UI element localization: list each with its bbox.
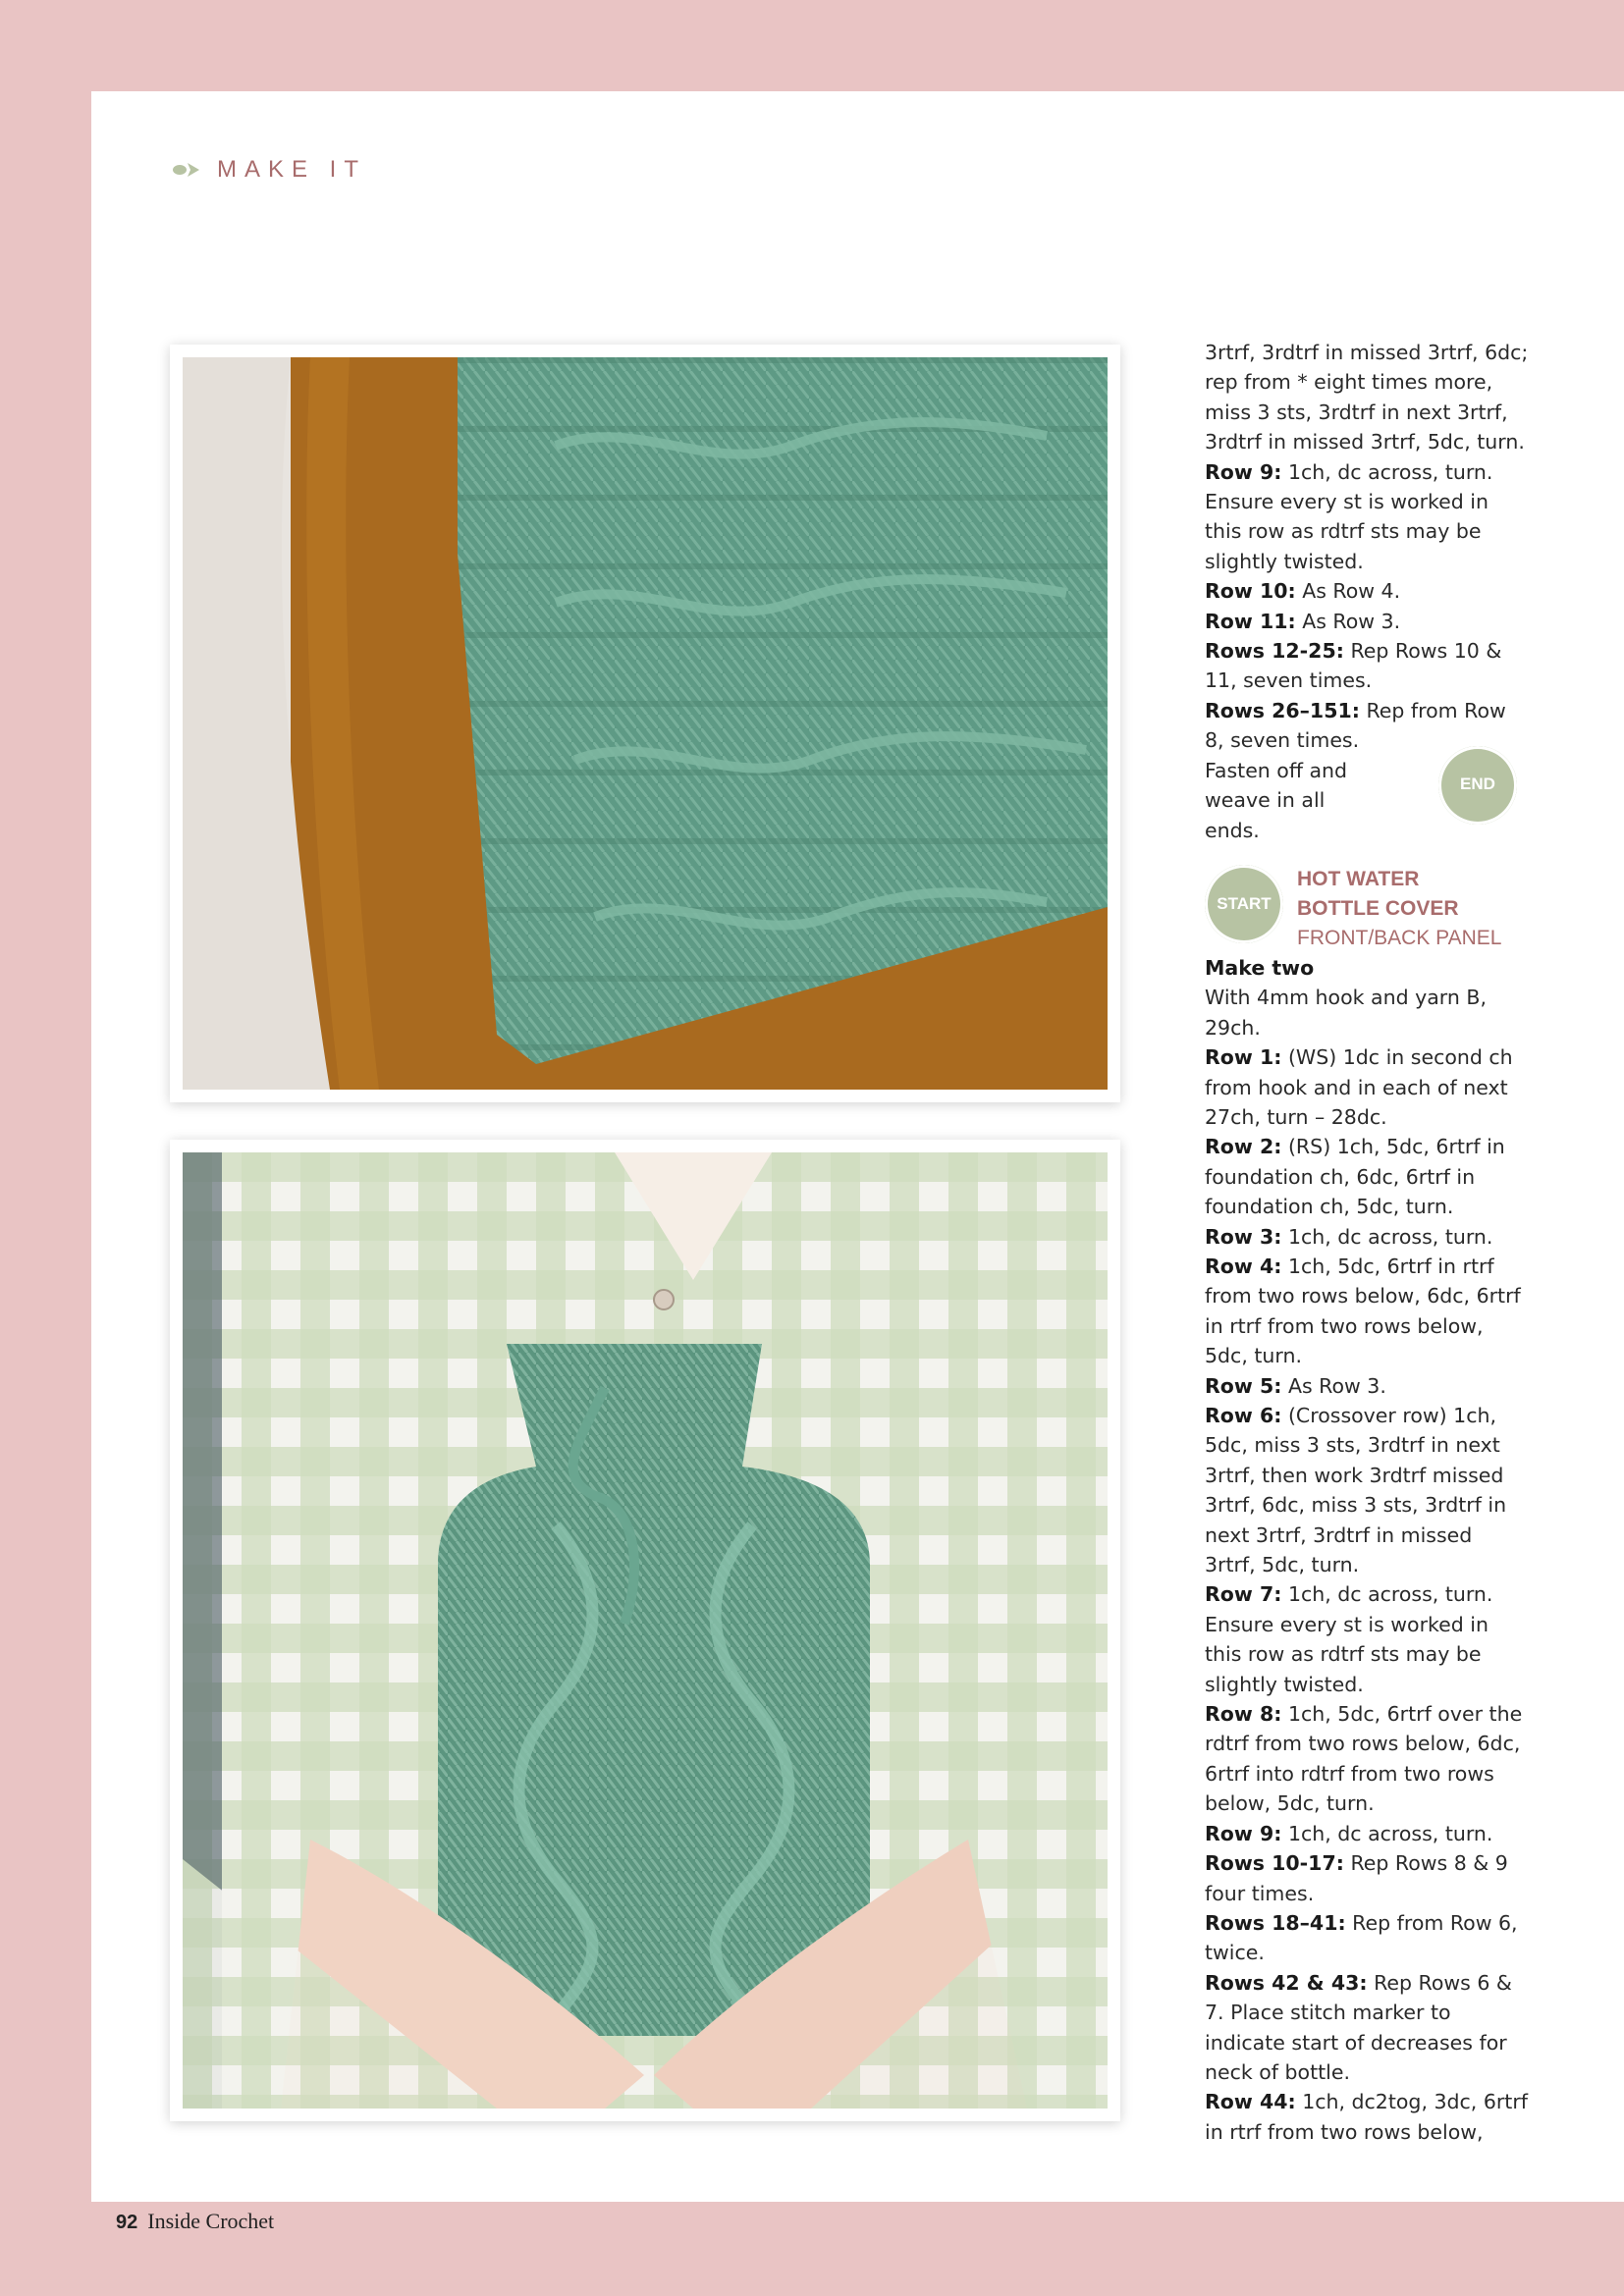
section-titles <box>1297 865 1501 953</box>
make-two: Make two <box>1205 955 1315 980</box>
pattern-line-4: Rows 12-25: Rep Rows 10 & 11, seven times. <box>1205 639 1502 693</box>
rows-42-43: Rows 42 & 43: Rep Rows 6 & 7. Place stitch marker to indicate start of decreases for neck of bottle. <box>1205 1970 1512 2084</box>
blanket-image <box>183 357 1108 1090</box>
end-badge: END <box>1438 746 1517 825</box>
bottle-image <box>183 1152 1108 2109</box>
row-1: Row 1: (WS) 1dc in second ch from hook and in each of next 27ch, turn – 28dc. <box>1205 1045 1513 1129</box>
row-2: Row 2: (RS) 1ch, 5dc, 6rtrf in foundation ch, 6dc, 6rtrf in foundation ch, 5dc, turn. <box>1205 1135 1505 1219</box>
magazine-name: Inside Crochet <box>147 2209 275 2233</box>
rows-18-41: Rows 18–41: Rep from Row 6, twice. <box>1205 1910 1518 1965</box>
row-9: Row 9: 1ch, dc across, turn. <box>1205 1821 1493 1845</box>
bottle-photo <box>183 1152 1108 2109</box>
section-tag <box>172 156 366 184</box>
page-number: 92 <box>116 2212 138 2233</box>
intro-text: With 4mm hook and yarn B, 29ch. <box>1205 986 1487 1040</box>
fasten-off-text: Fasten off and weave in all ends. <box>1205 758 1348 842</box>
row-8: Row 8: 1ch, 5dc, 6rtrf over the rdtrf from two rows below, 6dc, 6rtrf into rdtrf from two rows below, 5dc, turn. <box>1205 1702 1523 1816</box>
bottle-photo-frame <box>170 1140 1120 2121</box>
pattern-line-3: Row 11: As Row 3. <box>1205 609 1401 633</box>
row-4: Row 4: 1ch, 5dc, 6rtrf in rtrf from two rows below, 6dc, 6rtrf in rtrf from two rows below, 5dc, turn. <box>1205 1254 1521 1368</box>
row-6: Row 6: (Crossover row) 1ch, 5dc, miss 3 sts, 3rdtrf in next 3rtrf, then work 3rdtrf missed 3rtrf, 6dc, miss 3 sts, 3rdtrf in next 3rtrf, 3rdtrf in missed 3rtrf, 5dc, turn. <box>1205 1404 1507 1577</box>
arrow-icon <box>172 161 203 179</box>
fasten-off-row <box>1205 756 1529 845</box>
folio <box>116 2209 274 2234</box>
blanket-photo-frame <box>170 345 1120 1102</box>
rows-10-17: Rows 10-17: Rep Rows 8 & 9 four times. <box>1205 1851 1508 1905</box>
section-header <box>1205 865 1529 953</box>
start-badge: START <box>1205 865 1283 943</box>
page <box>91 91 1624 2202</box>
pattern-column <box>1205 338 1529 2147</box>
pattern-line-5: Rows 26–151: Rep from Row 8, seven times. <box>1205 698 1506 753</box>
pattern-line-1: Row 9: 1ch, dc across, turn. Ensure every st is worked in this row as rdtrf sts may be slightly twisted. <box>1205 459 1493 573</box>
section-title-line1: HOT WATER <box>1297 867 1420 890</box>
row-7: Row 7: 1ch, dc across, turn. Ensure every st is worked in this row as rdtrf sts may be slightly twisted. <box>1205 1582 1493 1696</box>
blanket-photo <box>183 357 1108 1090</box>
section-subtitle: FRONT/BACK PANEL <box>1297 926 1502 949</box>
section-title-line2: BOTTLE COVER <box>1297 896 1459 920</box>
row-3: Row 3: 1ch, dc across, turn. <box>1205 1224 1493 1249</box>
row-5: Row 5: As Row 3. <box>1205 1373 1386 1398</box>
pattern-line-0: 3rtrf, 3rdtrf in missed 3rtrf, 6dc; rep from * eight times more, miss 3 sts, 3rdtrf in next 3rtrf, 3rdtrf in missed 3rtrf, 5dc, turn. <box>1205 341 1529 454</box>
row-44: Row 44: 1ch, dc2tog, 3dc, 6rtrf in rtrf from two rows below, <box>1205 2090 1528 2144</box>
section-label: MAKE IT <box>217 156 367 183</box>
pattern-line-2: Row 10: As Row 4. <box>1205 579 1401 604</box>
